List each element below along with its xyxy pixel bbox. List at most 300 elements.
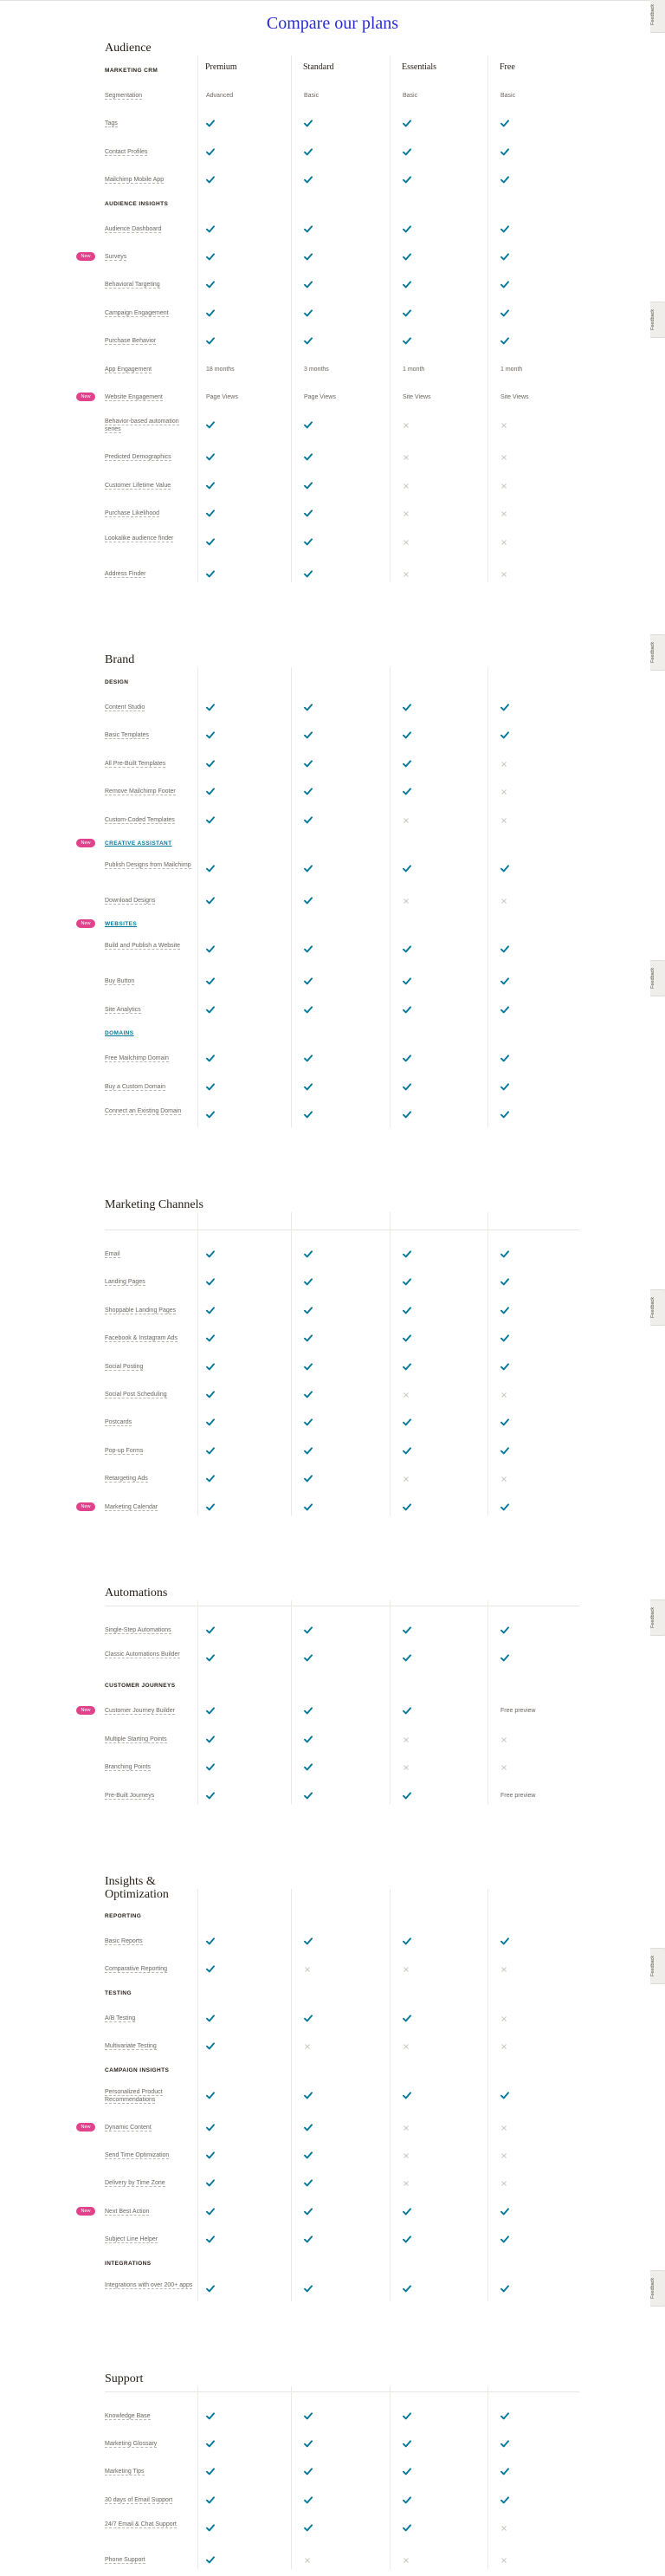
feature-branching-points[interactable] <box>105 1763 195 1771</box>
check-icon <box>500 148 509 156</box>
feature-marketing-glossary[interactable] <box>105 2440 195 2448</box>
check-icon <box>206 482 215 490</box>
feature-purchase-likelihood[interactable] <box>105 509 195 517</box>
feature-label[interactable]: Social Posting <box>105 1363 144 1370</box>
check-icon <box>304 2015 313 2022</box>
x-icon <box>403 571 410 578</box>
feature-label[interactable]: Free Mailchimp Domain <box>105 1055 169 1062</box>
feature-classic-automations-builder[interactable] <box>105 1651 195 1658</box>
check-icon <box>206 1250 215 1258</box>
feature-label[interactable]: Pre-Built Journeys <box>105 1792 155 1799</box>
feedback-tab[interactable]: Feedback <box>650 634 665 671</box>
check-icon <box>403 1250 411 1258</box>
feature-next-best-action[interactable] <box>105 2208 195 2216</box>
feature-label[interactable]: Send Time Optimization <box>105 2152 170 2158</box>
feature-content-studio[interactable] <box>105 704 195 711</box>
feature-remove-mailchimp-footer[interactable] <box>105 788 195 795</box>
feature-basic-reports[interactable] <box>105 1937 195 1945</box>
check-icon <box>304 1503 313 1511</box>
check-icon <box>500 1503 509 1511</box>
check-icon <box>304 2179 313 2187</box>
feature-marketing-tips[interactable] <box>105 2468 195 2475</box>
check-icon <box>206 816 215 824</box>
feature-personalized-product-recommendations[interactable] <box>105 2088 195 2104</box>
x-icon <box>304 2043 311 2050</box>
check-icon <box>304 816 313 824</box>
check-icon <box>304 2524 313 2532</box>
check-icon <box>304 865 313 873</box>
value-premium: 18 months <box>206 366 235 373</box>
x-icon <box>500 2043 507 2050</box>
x-icon <box>403 454 410 461</box>
column-divider <box>390 667 391 1127</box>
check-icon <box>304 2412 313 2420</box>
feature-label[interactable]: Personalized Product Recommendations <box>105 2088 163 2103</box>
check-icon <box>500 337 509 345</box>
feature-label[interactable]: Marketing Tips <box>105 2469 145 2475</box>
x-icon <box>500 483 507 490</box>
feature-label[interactable]: Knowledge Base <box>105 2412 151 2419</box>
feedback-tab[interactable]: Feedback <box>650 2270 665 2307</box>
feature-website-engagement[interactable] <box>105 393 195 401</box>
check-icon <box>206 2092 215 2099</box>
column-divider <box>197 1889 198 2301</box>
check-icon <box>500 225 509 233</box>
feature-label[interactable]: Marketing Calendar <box>105 1503 158 1510</box>
feature-buy-a-custom-domain[interactable] <box>105 1083 195 1091</box>
check-icon <box>403 2524 411 2532</box>
feature-retargeting-ads[interactable] <box>105 1475 195 1483</box>
feature-label[interactable]: Integrations with over 200+ apps <box>105 2281 193 2288</box>
check-icon <box>206 453 215 461</box>
x-icon <box>500 571 507 578</box>
feature-pop-up-forms[interactable] <box>105 1447 195 1455</box>
feature-label[interactable]: Customer Lifetime Value <box>105 482 171 489</box>
feature-label[interactable]: Shoppable Landing Pages <box>105 1307 177 1314</box>
feature-tags[interactable] <box>105 120 195 127</box>
feature-subject-line-helper[interactable] <box>105 2235 195 2243</box>
check-icon <box>206 1503 215 1511</box>
x-icon <box>500 2557 507 2564</box>
check-icon <box>403 2015 411 2022</box>
feature-label[interactable]: Basic Templates <box>105 732 149 739</box>
feature-label[interactable]: Tags <box>105 120 118 127</box>
subheading-integrations: INTEGRATIONS <box>105 2260 152 2267</box>
check-icon <box>206 2468 215 2475</box>
check-icon <box>403 1250 411 1258</box>
check-icon <box>206 1626 215 1634</box>
feature-label[interactable]: Email <box>105 1251 120 1257</box>
feature-contact-profiles[interactable] <box>105 148 195 156</box>
feature-pre-built-journeys[interactable] <box>105 1792 195 1800</box>
x-icon <box>403 2152 410 2159</box>
feature-multiple-starting-points[interactable] <box>105 1736 195 1743</box>
check-icon <box>304 1792 313 1800</box>
feature-label[interactable]: Predicted Demographics <box>105 454 171 461</box>
feature-comparative-reporting[interactable] <box>105 1965 195 1973</box>
feature-social-posting[interactable] <box>105 1363 195 1371</box>
x-icon <box>403 1392 410 1398</box>
x-icon <box>304 2557 311 2564</box>
check-icon <box>304 1278 313 1286</box>
feature-send-time-optimization[interactable] <box>105 2151 195 2159</box>
check-icon <box>304 2151 313 2159</box>
check-icon <box>304 977 313 985</box>
check-icon <box>206 945 215 953</box>
feedback-tab[interactable]: Feedback <box>650 1948 665 1984</box>
check-icon <box>206 1418 215 1426</box>
feature-single-step-automations[interactable] <box>105 1626 195 1634</box>
feature-social-post-scheduling[interactable] <box>105 1391 195 1398</box>
x-icon <box>403 2180 410 2187</box>
x-icon <box>403 454 410 461</box>
check-icon <box>403 1006 411 1014</box>
x-icon <box>500 788 507 795</box>
feature-label[interactable]: Subject Line Helper <box>105 2236 158 2243</box>
check-icon <box>304 120 313 127</box>
feedback-tab[interactable]: Feedback <box>650 960 665 996</box>
x-icon <box>500 2152 507 2159</box>
feature-marketing-calendar[interactable] <box>105 1503 195 1511</box>
check-icon <box>206 1707 215 1715</box>
check-icon <box>304 2285 313 2293</box>
subheading-domains[interactable]: DOMAINS <box>105 1030 134 1037</box>
feature-label[interactable]: Address Finder <box>105 570 146 577</box>
feedback-tab[interactable]: Feedback <box>650 1289 665 1326</box>
check-icon <box>403 1707 411 1715</box>
feature-label[interactable]: Customer Journey Builder <box>105 1708 175 1715</box>
check-icon <box>500 2235 509 2243</box>
check-icon <box>304 788 313 795</box>
feature-label[interactable]: Pop-up Forms <box>105 1447 144 1454</box>
feature-label[interactable]: Postcards <box>105 1419 132 1426</box>
check-icon <box>206 1111 215 1119</box>
feature-label[interactable]: Marketing Glossary <box>105 2441 158 2447</box>
subheading-marketing-crm: MARKETING CRM <box>105 68 158 74</box>
x-icon <box>500 2152 507 2159</box>
check-icon <box>304 2285 313 2293</box>
feature-label[interactable]: Comparative Reporting <box>105 1966 167 1973</box>
feature-label[interactable]: 24/7 Email & Chat Support <box>105 2521 177 2528</box>
check-icon <box>206 788 215 795</box>
feature-buy-button[interactable] <box>105 977 195 985</box>
check-icon <box>500 2468 509 2475</box>
feedback-tab[interactable]: Feedback <box>650 0 665 33</box>
check-icon <box>304 1334 313 1342</box>
plan-header-free: Free <box>500 62 515 72</box>
check-icon <box>403 1792 411 1800</box>
feature-address-finder[interactable] <box>105 570 195 578</box>
check-icon <box>206 760 215 768</box>
check-icon <box>500 2412 509 2420</box>
check-icon <box>403 704 411 711</box>
check-icon <box>500 1307 509 1314</box>
column-divider <box>291 1889 292 2301</box>
check-icon <box>403 1937 411 1945</box>
column-divider <box>197 55 198 582</box>
check-icon <box>403 788 411 795</box>
feature-label[interactable]: Audience Dashboard <box>105 225 162 232</box>
value-premium: Advanced <box>206 93 234 99</box>
feature-label[interactable]: Purchase Likelihood <box>105 510 160 517</box>
check-icon <box>206 1707 215 1715</box>
subheading-websites[interactable]: WEBSITES <box>105 921 138 928</box>
feature-label[interactable]: Multivariate Testing <box>105 2043 157 2050</box>
feature-a-b-testing[interactable] <box>105 2015 195 2022</box>
check-icon <box>403 2285 411 2293</box>
check-icon <box>304 148 313 156</box>
column-divider <box>390 1889 391 2301</box>
feature-lookalike-audience-finder[interactable] <box>105 535 195 542</box>
check-icon <box>500 1626 509 1634</box>
feature-basic-templates[interactable] <box>105 731 195 739</box>
feature-label[interactable]: Purchase Behavior <box>105 338 157 345</box>
check-icon <box>500 281 509 289</box>
check-icon <box>304 816 313 824</box>
feature-label[interactable]: Site Analytics <box>105 1006 141 1013</box>
feature-free-mailchimp-domain[interactable] <box>105 1054 195 1062</box>
feature-campaign-engagement[interactable] <box>105 309 195 317</box>
column-divider <box>487 2386 488 2569</box>
x-icon <box>403 539 410 546</box>
feature-site-analytics[interactable] <box>105 1006 195 1014</box>
section-title-audience: Audience <box>105 42 152 55</box>
feature-label[interactable]: Delivery by Time Zone <box>105 2180 165 2187</box>
x-icon <box>304 1966 311 1973</box>
check-icon <box>304 1334 313 1342</box>
check-icon <box>304 1083 313 1091</box>
check-icon <box>206 2440 215 2448</box>
check-icon <box>403 1503 411 1511</box>
check-icon <box>403 760 411 768</box>
check-icon <box>403 2235 411 2243</box>
column-divider <box>487 55 488 582</box>
check-icon <box>403 148 411 156</box>
feature-label[interactable]: Build and Publish a Website <box>105 943 181 950</box>
feature-label[interactable]: Custom-Coded Templates <box>105 816 175 823</box>
feature-label[interactable]: Landing Pages <box>105 1279 145 1286</box>
subheading-reporting: REPORTING <box>105 1913 142 1919</box>
feature-publish-designs-from-mailchimp[interactable] <box>105 861 195 869</box>
check-icon <box>304 1006 313 1014</box>
feature-label[interactable]: Buy Button <box>105 978 135 985</box>
feature-label[interactable]: Website Engagement <box>105 394 163 400</box>
check-icon <box>500 1503 509 1511</box>
check-icon <box>403 1447 411 1455</box>
feature-label[interactable]: All Pre-Built Templates <box>105 760 166 767</box>
column-divider <box>390 1600 391 1804</box>
check-icon <box>206 1763 215 1771</box>
feature-landing-pages[interactable] <box>105 1278 195 1286</box>
check-icon <box>403 1278 411 1286</box>
subheading-creative-assistant[interactable]: CREATIVE ASSISTANT <box>105 840 172 847</box>
section-title-automations: Automations <box>105 1586 168 1599</box>
check-icon <box>206 1006 215 1014</box>
feature-label[interactable]: Retargeting Ads <box>105 1476 148 1483</box>
feature-delivery-by-time-zone[interactable] <box>105 2179 195 2187</box>
feature-phone-support[interactable] <box>105 2556 195 2564</box>
check-icon <box>304 2235 313 2243</box>
x-icon <box>500 788 507 795</box>
check-icon <box>403 2440 411 2448</box>
check-icon <box>500 176 509 184</box>
check-icon <box>206 120 215 127</box>
check-icon <box>403 2092 411 2099</box>
check-icon <box>500 1937 509 1945</box>
feature-label[interactable]: Facebook & Instagram Ads <box>105 1335 178 1342</box>
feature-email[interactable] <box>105 1250 195 1258</box>
feature-dynamic-content[interactable] <box>105 2124 195 2132</box>
check-icon <box>206 1763 215 1771</box>
check-icon <box>304 2179 313 2187</box>
check-icon <box>403 1083 411 1091</box>
check-icon <box>304 120 313 127</box>
x-icon <box>403 2180 410 2187</box>
check-icon <box>403 2208 411 2216</box>
feature-label[interactable]: Remove Mailchimp Footer <box>105 788 176 795</box>
check-icon <box>206 1307 215 1314</box>
feature-behavior-based-automation-series[interactable] <box>105 418 195 433</box>
column-divider <box>291 2386 292 2569</box>
x-icon <box>500 761 507 768</box>
feature-label[interactable]: Social Post Scheduling <box>105 1392 167 1398</box>
feature-behavioral-targeting[interactable] <box>105 281 195 289</box>
feature-label[interactable]: Branching Points <box>105 1764 151 1771</box>
check-icon <box>403 2208 411 2216</box>
feature-download-designs[interactable] <box>105 897 195 905</box>
check-icon <box>206 865 215 873</box>
feature-customer-journey-builder[interactable] <box>105 1707 195 1715</box>
check-icon <box>206 1054 215 1062</box>
check-icon <box>403 1054 411 1062</box>
check-icon <box>500 1111 509 1119</box>
check-icon <box>304 704 313 711</box>
feature-label[interactable]: Phone Support <box>105 2557 145 2564</box>
feature-label[interactable]: Behavior-based automation series <box>105 419 179 433</box>
feature-label[interactable]: Campaign Engagement <box>105 309 169 316</box>
feature-facebook-and-instagram-ads[interactable] <box>105 1334 195 1342</box>
check-icon <box>206 1418 215 1426</box>
check-icon <box>206 2285 215 2293</box>
check-icon <box>206 1363 215 1371</box>
check-icon <box>304 2468 313 2475</box>
section-title-brand: Brand <box>105 653 135 666</box>
feature-label[interactable]: Basic Reports <box>105 1938 143 1944</box>
check-icon <box>304 253 313 261</box>
check-icon <box>403 253 411 261</box>
feature-build-and-publish-a-website[interactable] <box>105 942 195 950</box>
feature-label[interactable]: Classic Automations Builder <box>105 1651 180 1658</box>
feature-label[interactable]: Behavioral Targeting <box>105 282 160 289</box>
feature-label[interactable]: App Engagement <box>105 366 152 373</box>
feature-label[interactable]: A/B Testing <box>105 2015 136 2021</box>
x-icon <box>304 2043 311 2050</box>
check-icon <box>403 1111 411 1119</box>
x-icon <box>403 2152 410 2159</box>
feature-30-days-of-email-support[interactable] <box>105 2496 195 2504</box>
check-icon <box>403 176 411 184</box>
feature-label[interactable]: Next Best Action <box>105 2208 150 2215</box>
x-icon <box>500 2525 507 2532</box>
feedback-tab[interactable]: Feedback <box>650 1599 665 1636</box>
feature-24-7-email-and-chat-support[interactable] <box>105 2521 195 2528</box>
check-icon <box>206 2235 215 2243</box>
check-icon <box>500 1418 509 1426</box>
check-icon <box>500 704 509 711</box>
feature-label[interactable]: Surveys <box>105 254 127 260</box>
value-standard: 3 months <box>304 366 329 373</box>
check-icon <box>304 1111 313 1119</box>
feature-segmentation[interactable] <box>105 92 195 100</box>
check-icon <box>206 1736 215 1743</box>
feature-audience-dashboard[interactable] <box>105 225 195 233</box>
feature-surveys[interactable] <box>105 253 195 261</box>
feature-label[interactable]: Mailchimp Mobile App <box>105 177 165 184</box>
check-icon <box>403 1937 411 1945</box>
feature-connect-an-existing-domain[interactable] <box>105 1107 195 1115</box>
feedback-tab[interactable]: Feedback <box>650 302 665 338</box>
feature-label[interactable]: Multiple Starting Points <box>105 1736 167 1742</box>
feature-label[interactable]: Connect an Existing Domain <box>105 1108 182 1114</box>
feature-label[interactable]: Dynamic Content <box>105 2124 152 2131</box>
feature-label[interactable]: Download Designs <box>105 898 156 904</box>
feature-label[interactable]: Buy a Custom Domain <box>105 1083 166 1090</box>
feature-label[interactable]: Publish Designs from Mailchimp <box>105 862 191 868</box>
feature-label[interactable]: Single-Step Automations <box>105 1627 171 1633</box>
feature-label[interactable]: Content Studio <box>105 704 145 711</box>
feature-integrations-with-over-200-apps[interactable] <box>105 2281 195 2289</box>
feature-shoppable-landing-pages[interactable] <box>105 1307 195 1314</box>
check-icon <box>304 1418 313 1426</box>
column-divider <box>390 55 391 582</box>
check-icon <box>206 176 215 184</box>
feature-label[interactable]: Lookalike audience finder <box>105 535 174 542</box>
check-icon <box>304 760 313 768</box>
value-essentials: Basic <box>403 93 418 99</box>
check-icon <box>500 1083 509 1091</box>
feature-knowledge-base[interactable] <box>105 2412 195 2420</box>
feature-customer-lifetime-value[interactable] <box>105 482 195 490</box>
feature-multivariate-testing[interactable] <box>105 2042 195 2050</box>
feature-label[interactable]: Contact Profiles <box>105 148 148 155</box>
feature-custom-coded-templates[interactable] <box>105 816 195 824</box>
feature-app-engagement[interactable] <box>105 366 195 373</box>
check-icon <box>206 120 215 127</box>
feature-postcards[interactable] <box>105 1418 195 1426</box>
check-icon <box>304 225 313 233</box>
feature-label[interactable]: Segmentation <box>105 93 143 99</box>
feature-mailchimp-mobile-app[interactable] <box>105 176 195 184</box>
feature-predicted-demographics[interactable] <box>105 453 195 461</box>
x-icon <box>500 510 507 517</box>
feature-label[interactable]: 30 days of Email Support <box>105 2496 173 2503</box>
check-icon <box>500 945 509 953</box>
x-icon <box>500 817 507 824</box>
check-icon <box>206 2015 215 2022</box>
check-icon <box>403 2440 411 2448</box>
section-title-insights-and-optimization: Insights & Optimization <box>105 1875 169 1901</box>
feature-purchase-behavior[interactable] <box>105 337 195 345</box>
check-icon <box>304 1307 313 1314</box>
check-icon <box>206 731 215 739</box>
check-icon <box>206 1475 215 1483</box>
check-icon <box>500 253 509 261</box>
plan-header-essentials: Essentials <box>402 62 436 72</box>
check-icon <box>304 538 313 546</box>
new-badge: New <box>76 919 95 928</box>
check-icon <box>304 2208 313 2216</box>
feature-all-pre-built-templates[interactable] <box>105 760 195 768</box>
